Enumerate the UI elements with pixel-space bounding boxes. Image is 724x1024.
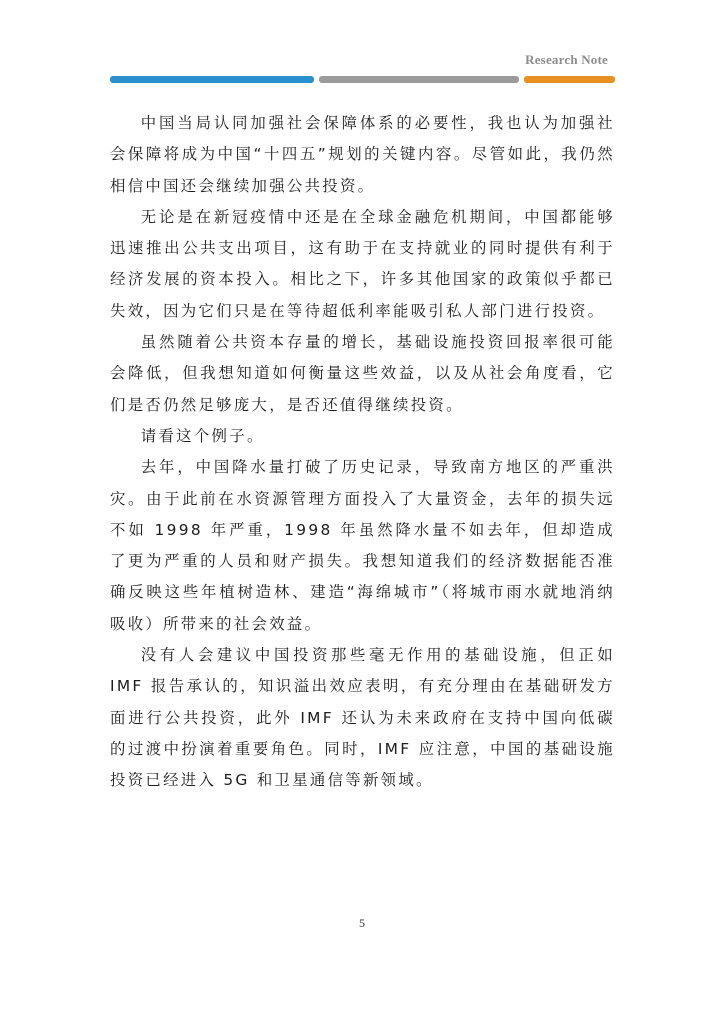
- research-note-label: Research Note: [525, 52, 608, 67]
- header-bar-orange: [524, 76, 615, 83]
- paragraph-infrastructure-returns: 虽然随着公共资本存量的增长，基础设施投资回报率很可能会降低，但我想知道如何衡量这些效益，以及从社会角度看，它们是否仍然足够庞大，是否还值得继续投资。: [110, 333, 615, 414]
- header-bar-gray: [319, 76, 519, 83]
- page-number: 5: [359, 916, 365, 930]
- paragraph-public-spending: 无论是在新冠疫情中还是在全球金融危机期间，中国都能够迅速推出公共支出项目，这有助于在支持就业的同时提供有利于经济发展的资本投入。相比之下，许多其他国家的政策似乎都已失效，因为它们只是在等待超低利率能吸引私人部门进行投资。: [110, 207, 615, 320]
- body-text: [110, 108, 615, 797]
- paragraph-social-security: 中国当局认同加强社会保障体系的必要性，我也认为加强社会保障将成为中国“十四五”规划的关键内容。尽管如此，我仍然相信中国还会继续加强公共投资。: [110, 114, 615, 195]
- paragraph-example-intro: 请看这个例子。: [140, 426, 265, 445]
- paragraph-imf-report: 没有人会建议中国投资那些毫无作用的基础设施，但正如 IMF 报告承认的，知识溢出效应表明，有充分理由在基础研发方面进行公共投资，此外 IMF 还认为未来政府在支持中国向低碳的过渡中扮演着重要角色。同时，IMF 应注意，中国的基础设施投资已经进入 5G 和卫星通信等新领域。: [110, 646, 615, 790]
- header-color-bars: [110, 76, 615, 83]
- header-bar-blue: [110, 76, 314, 83]
- paragraph-flood-example: 去年，中国降水量打破了历史记录，导致南方地区的严重洪灾。由于此前在水资源管理方面投入了大量资金，去年的损失远不如 1998 年严重，1998 年虽然降水量不如去年，但却造成了更为严重的人员和财产损失。我想知道我们的经济数据能否准确反映这些年植树造林、建造“海绵城市”（将城市雨水就地消纳吸收）所带来的社会效益。: [110, 458, 615, 633]
